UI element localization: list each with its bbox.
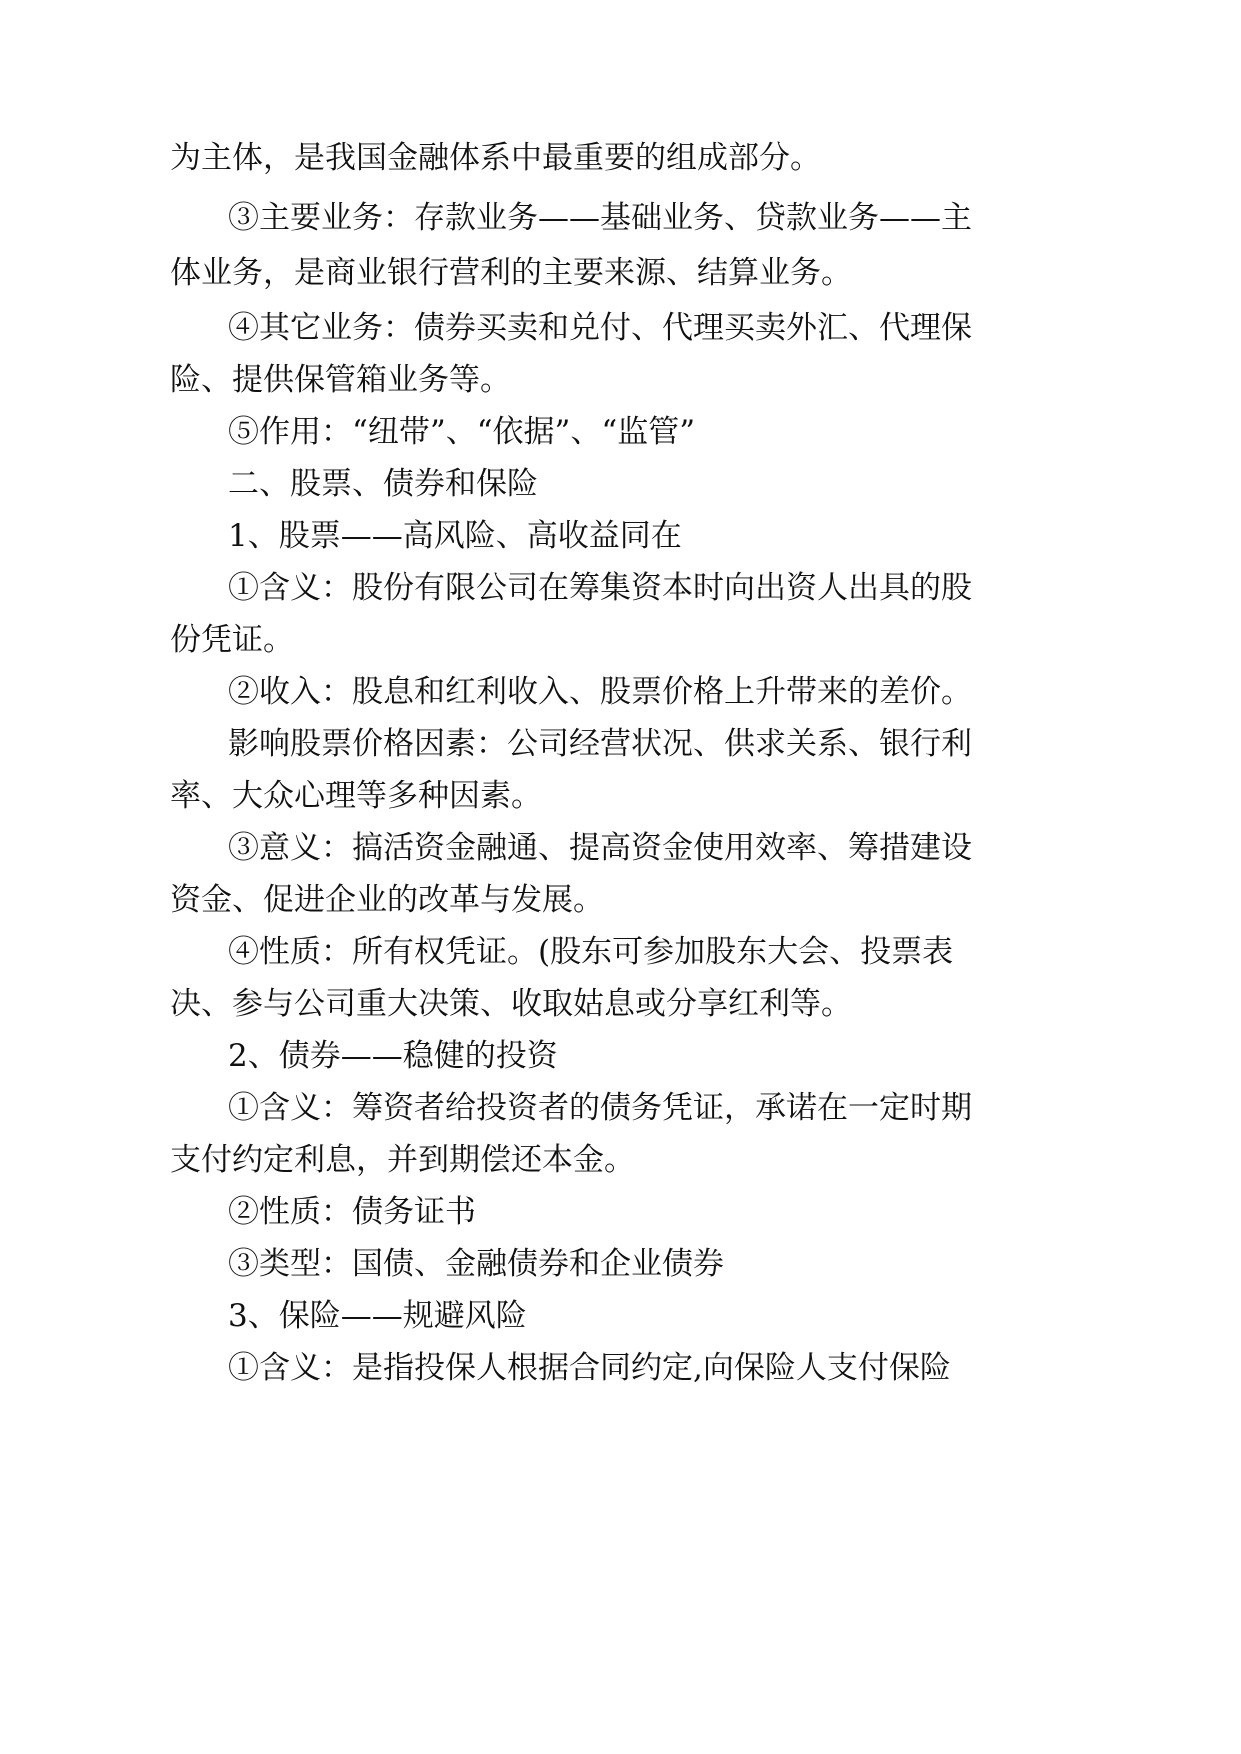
text-line: ③意义：搞活资金融通、提高资金使用效率、筹措建设 bbox=[228, 830, 972, 866]
text-line: 决、参与公司重大决策、收取姑息或分享红利等。 bbox=[170, 986, 852, 1022]
text-line: 资金、促进企业的改革与发展。 bbox=[170, 882, 604, 918]
text-line: ⑤作用：“纽带”、“依据”、“监管” bbox=[228, 414, 696, 450]
text-line: 支付约定利息，并到期偿还本金。 bbox=[170, 1142, 635, 1178]
text-line: 份凭证。 bbox=[170, 622, 294, 658]
subsection-heading: 3、保险——规避风险 bbox=[228, 1298, 527, 1334]
text-line: 率、大众心理等多种因素。 bbox=[170, 778, 542, 814]
text-line: 影响股票价格因素：公司经营状况、供求关系、银行利 bbox=[228, 726, 972, 762]
subsection-heading: 1、股票——高风险、高收益同在 bbox=[228, 518, 682, 554]
text-line: ①含义：股份有限公司在筹集资本时向出资人出具的股 bbox=[228, 570, 972, 606]
text-line: ①含义：筹资者给投资者的债务凭证，承诺在一定时期 bbox=[228, 1090, 972, 1126]
subsection-heading: 2、债券——稳健的投资 bbox=[228, 1038, 558, 1074]
text-line: 为主体，是我国金融体系中最重要的组成部分。 bbox=[170, 140, 821, 176]
text-line: 体业务，是商业银行营利的主要来源、结算业务。 bbox=[170, 255, 852, 291]
text-line: ③类型：国债、金融债券和企业债券 bbox=[228, 1246, 724, 1282]
text-line: ④性质：所有权凭证。(股东可参加股东大会、投票表 bbox=[228, 934, 954, 970]
text-line: ①含义：是指投保人根据合同约定,向保险人支付保险 bbox=[228, 1350, 951, 1386]
text-line: 险、提供保管箱业务等。 bbox=[170, 362, 511, 398]
text-line: ④其它业务：债券买卖和兑付、代理买卖外汇、代理保 bbox=[228, 310, 972, 346]
text-line: ②收入：股息和红利收入、股票价格上升带来的差价。 bbox=[228, 674, 972, 710]
text-line: ③主要业务：存款业务——基础业务、贷款业务——主 bbox=[228, 200, 972, 236]
section-heading: 二、股票、债券和保险 bbox=[228, 466, 538, 502]
text-line: ②性质：债务证书 bbox=[228, 1194, 476, 1230]
